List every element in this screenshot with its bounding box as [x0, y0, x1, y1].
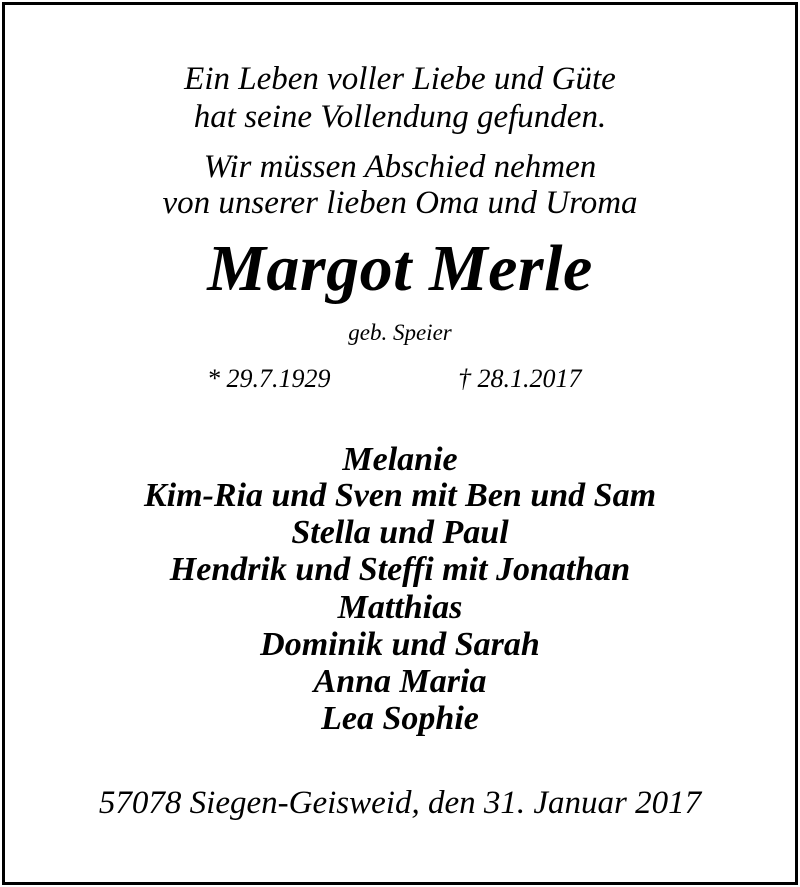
deceased-name: Margot Merle: [207, 232, 593, 305]
mourner-line: Anna Maria: [313, 663, 487, 700]
birth-name: geb. Speier: [348, 320, 452, 345]
mourner-line: Hendrik und Steffi mit Jonathan: [169, 551, 631, 588]
intro-line-3: Wir müssen Abschied nehmen: [203, 149, 597, 185]
mourner-line: Kim-Ria und Sven mit Ben und Sam: [143, 477, 657, 514]
birth-date: * 29.7.1929: [207, 364, 331, 393]
mourner-line: Stella und Paul: [291, 514, 509, 551]
intro-line-2: hat seine Vollendung gefunden.: [193, 99, 607, 135]
intro-line-1: Ein Leben voller Liebe und Güte: [184, 61, 616, 97]
mourner-line: Matthias: [337, 589, 463, 626]
mourner-line: Lea Sophie: [321, 700, 479, 737]
mourner-line: Dominik und Sarah: [260, 626, 540, 663]
place-and-date: 57078 Siegen-Geisweid, den 31. Januar 2017: [98, 785, 702, 821]
mourner-line: Melanie: [342, 441, 458, 478]
death-date: † 28.1.2017: [458, 364, 582, 393]
intro-line-4: von unserer lieben Oma und Uroma: [162, 185, 638, 221]
